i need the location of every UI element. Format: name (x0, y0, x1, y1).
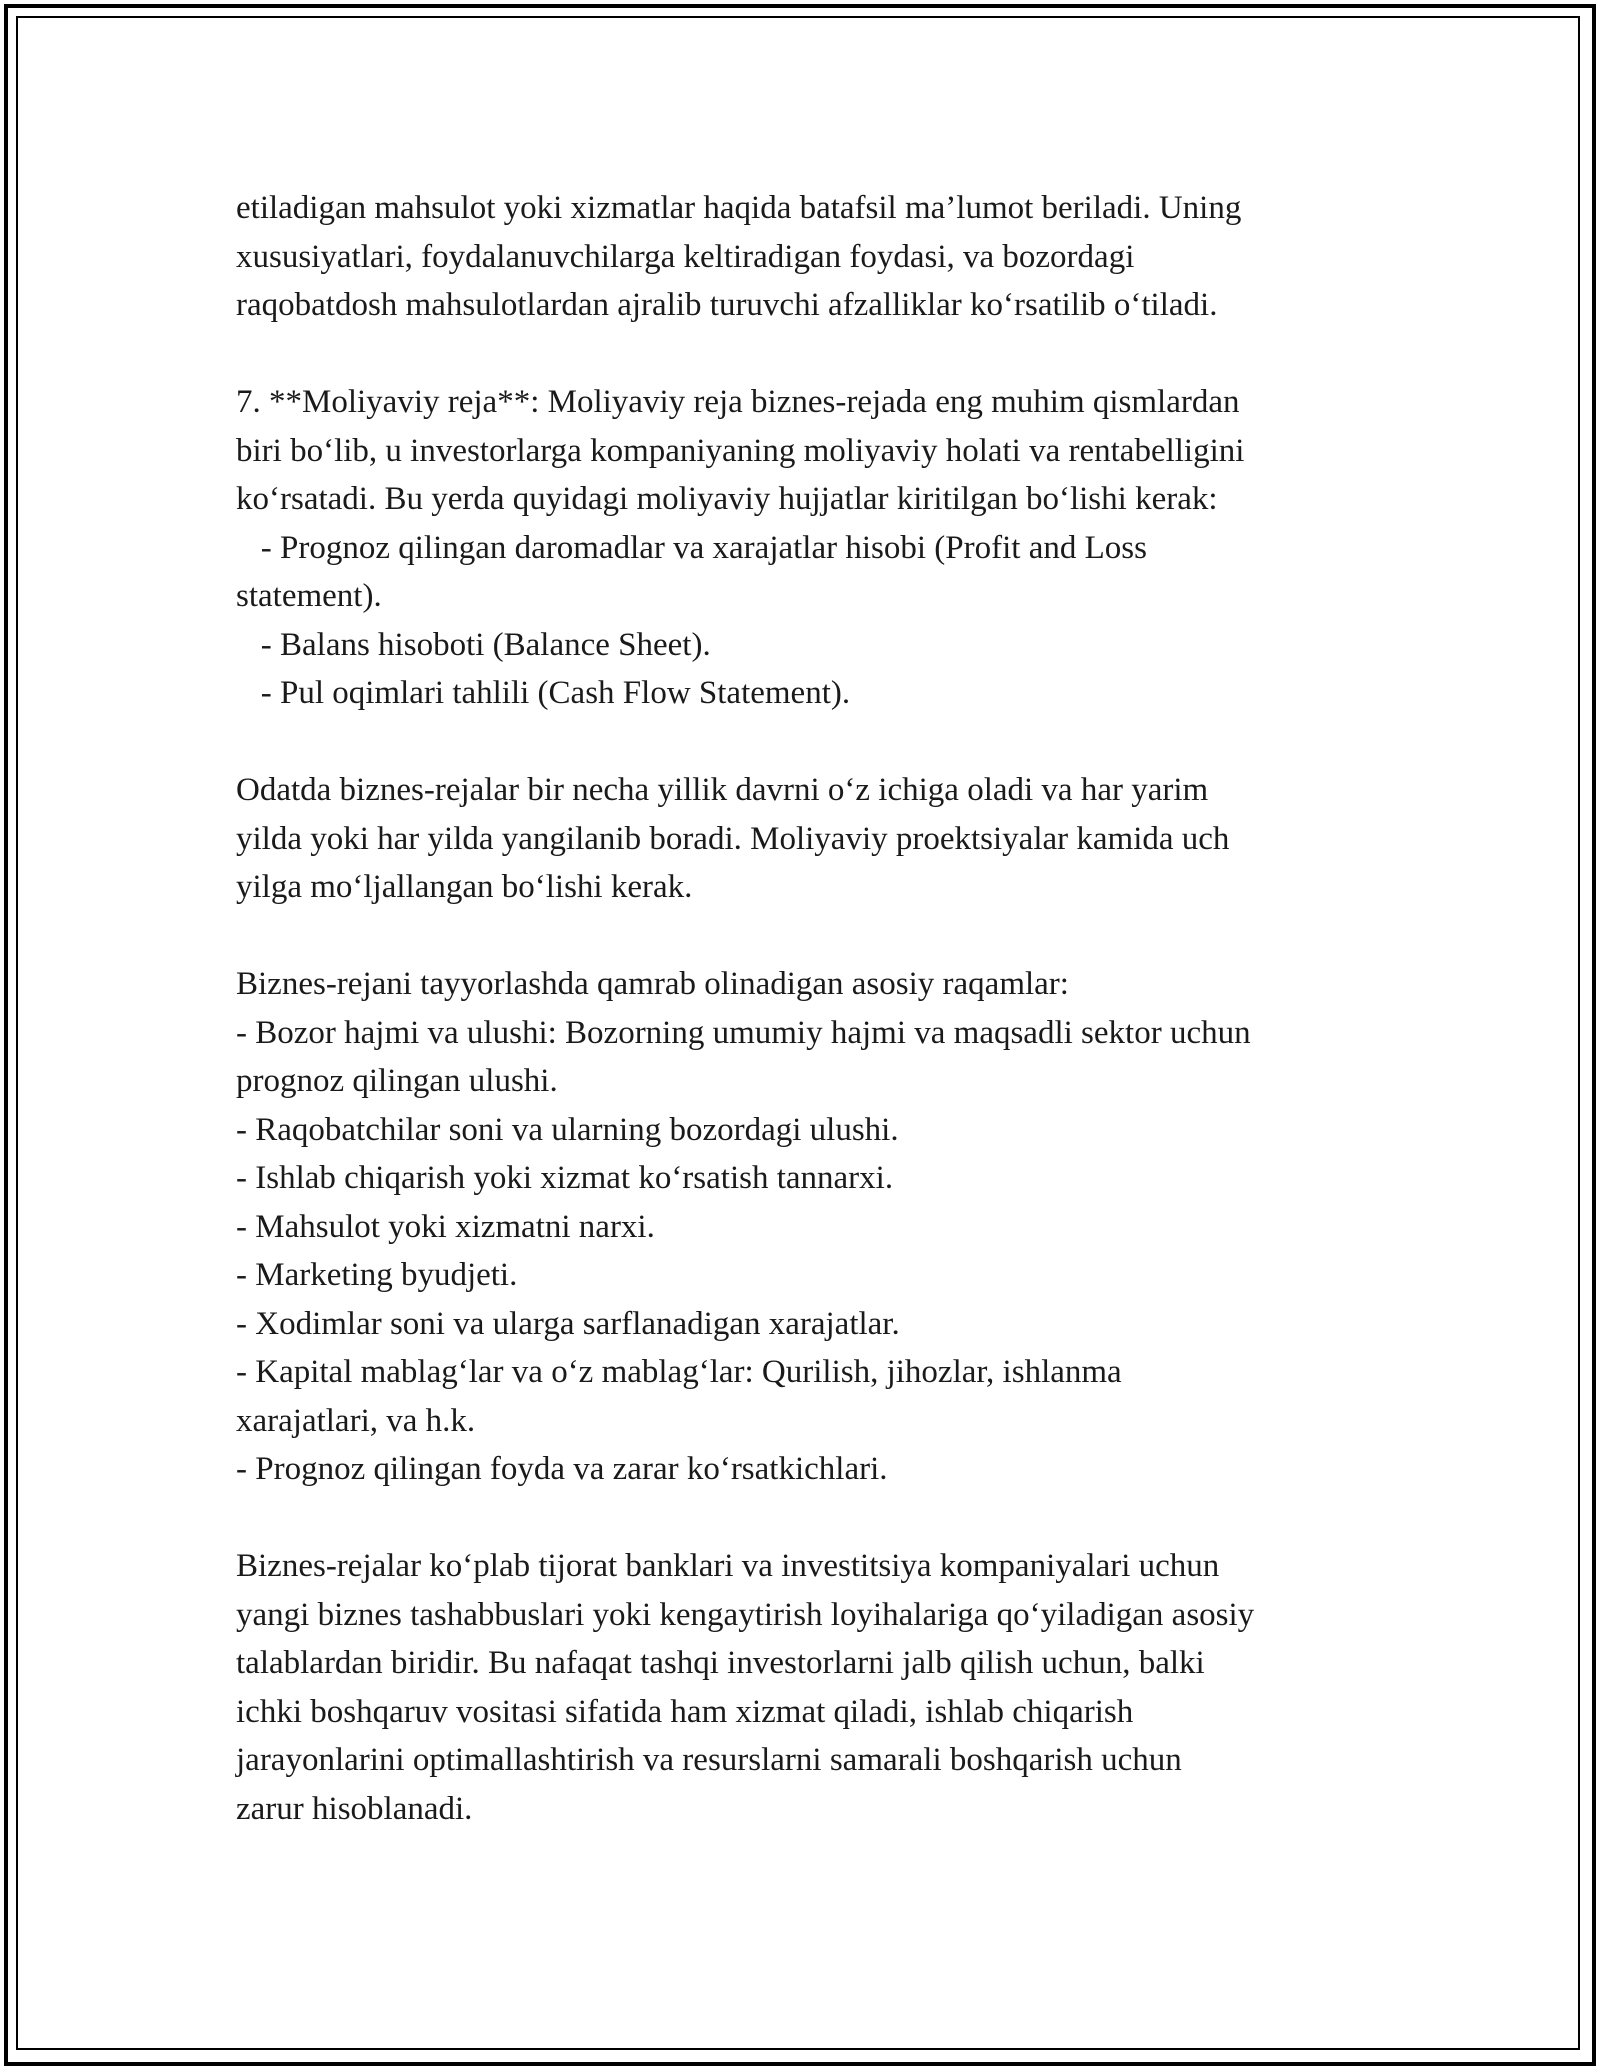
paragraph-period (236, 766, 1376, 912)
list-heading: Biznes-rejani tayyorlashda qamrab olinadigan asosiy raqamlar: (236, 966, 1069, 1002)
list-item: - Bozor hajmi va ulushi: Bozorning umumiy hajmi va maqsadli sektor uchun (236, 1014, 1251, 1051)
list-item-continuation: statement). (236, 578, 382, 614)
text-line: yilga mo‘ljallangan bo‘lishi kerak. (236, 869, 693, 905)
text-line: xususiyatlari, foydalanuvchilarga keltiradigan foydasi, va bozordagi (236, 238, 1135, 275)
list-item: - Prognoz qilingan daromadlar va xarajatlar hisobi (Profit and Loss (236, 529, 1147, 566)
text-line: etiladigan mahsulot yoki xizmatlar haqida batafsil ma’lumot beriladi. Uning (236, 190, 1242, 226)
list-item: - Balans hisoboti (Balance Sheet). (236, 626, 711, 663)
section-heading-line: 7. **Moliyaviy reja**: Moliyaviy reja biznes-rejada eng muhim qismlardan (236, 384, 1240, 420)
text-line: ichki boshqaruv vositasi sifatida ham xizmat qiladi, ishlab chiqarish (236, 1693, 1134, 1730)
list-item: - Ishlab chiqarish yoki xizmat ko‘rsatish tannarxi. (236, 1160, 894, 1196)
text-line: Odatda biznes-rejalar bir necha yillik davrni o‘z ichiga oladi va har yarim (236, 772, 1209, 808)
list-item-continuation: prognoz qilingan ulushi. (236, 1063, 558, 1099)
paragraph-closing (236, 1542, 1376, 1833)
paragraph-spacer (236, 912, 1376, 961)
text-line: talablardan biridir. Bu nafaqat tashqi investorlarni jalb qilish uchun, balki (236, 1645, 1205, 1681)
list-item: - Kapital mablag‘lar va o‘z mablag‘lar: Qurilish, jihozlar, ishlanma (236, 1354, 1122, 1390)
text-line: zarur hisoblanadi. (236, 1790, 473, 1827)
text-line: jarayonlarini optimallashtirish va resurslarni samarali boshqarish uchun (236, 1742, 1182, 1778)
list-item: - Pul oqimlari tahlili (Cash Flow Statement). (236, 675, 851, 711)
list-item: - Prognoz qilingan foyda va zarar ko‘rsatkichlari. (236, 1451, 888, 1487)
list-item: - Raqobatchilar soni va ularning bozordagi ulushi. (236, 1111, 899, 1148)
paragraph-spacer (236, 718, 1376, 767)
document-body (236, 184, 1376, 1833)
text-line: yangi biznes tashabbuslari yoki kengaytirish loyihalariga qo‘yiladigan asosiy (236, 1596, 1255, 1633)
paragraph-spacer (236, 1494, 1376, 1543)
text-line: Biznes-rejalar ko‘plab tijorat banklari va investitsiya kompaniyalari uchun (236, 1548, 1220, 1584)
list-item: - Xodimlar soni va ularga sarflanadigan xarajatlar. (236, 1305, 900, 1342)
list-item: - Mahsulot yoki xizmatni narxi. (236, 1208, 655, 1245)
paragraph-spacer (236, 330, 1376, 379)
text-line: biri bo‘lib, u investorlarga kompaniyaning moliyaviy holati va rentabelligini (236, 432, 1245, 469)
text-line: yilda yoki har yilda yangilanib boradi. Moliyaviy proektsiyalar kamida uch (236, 820, 1230, 857)
text-line: ko‘rsatadi. Bu yerda quyidagi moliyaviy hujjatlar kiritilgan bo‘lishi kerak: (236, 481, 1218, 517)
text-line: raqobatdosh mahsulotlardan ajralib turuvchi afzalliklar ko‘rsatilib o‘tiladi. (236, 287, 1218, 323)
paragraph-intro (236, 184, 1376, 330)
list-item-continuation: xarajatlari, va h.k. (236, 1402, 476, 1439)
key-figures-list (236, 960, 1376, 1494)
section-financial-plan (236, 378, 1376, 718)
list-item: - Marketing byudjeti. (236, 1257, 518, 1293)
